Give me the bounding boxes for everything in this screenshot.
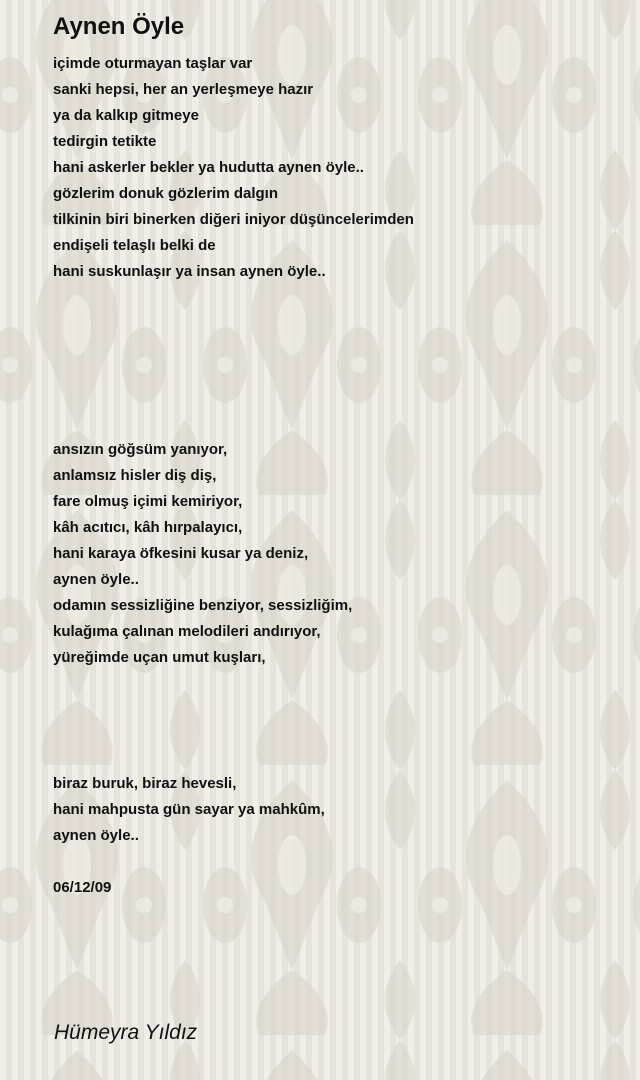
poem-line: tilkinin biri binerken diğeri iniyor düşüncelerimden bbox=[53, 211, 414, 228]
poem-line: fare olmuş içimi kemiriyor, bbox=[53, 493, 243, 510]
poem-line: kâh acıtıcı, kâh hırpalayıcı, bbox=[53, 519, 243, 536]
poem-author: Hümeyra Yıldız bbox=[54, 1021, 198, 1044]
poem-line: endişeli telaşlı belki de bbox=[53, 237, 216, 254]
stanza-3 bbox=[53, 771, 325, 849]
poem-line: biraz buruk, biraz hevesli, bbox=[53, 775, 237, 792]
poem-date: 06/12/09 bbox=[53, 879, 112, 896]
poem-line: ya da kalkıp gitmeye bbox=[53, 107, 199, 124]
poem-line: aynen öyle.. bbox=[53, 571, 139, 588]
stanza-2 bbox=[53, 437, 352, 671]
poem-line: hani askerler bekler ya hudutta aynen öyle.. bbox=[53, 159, 364, 176]
poem-line: hani suskunlaşır ya insan aynen öyle.. bbox=[53, 263, 326, 280]
poem-line: içimde oturmayan taşlar var bbox=[53, 55, 253, 72]
poem-line: kulağıma çalınan melodileri andırıyor, bbox=[53, 623, 321, 640]
poem-line: tedirgin tetikte bbox=[53, 133, 157, 150]
poem-line: ansızın göğsüm yanıyor, bbox=[53, 441, 228, 458]
poem-title: Aynen Öyle bbox=[53, 13, 185, 40]
poem-line: hani karaya öfkesini kusar ya deniz, bbox=[53, 545, 309, 562]
poem-line: aynen öyle.. bbox=[53, 827, 139, 844]
poem-line: gözlerim donuk gözlerim dalgın bbox=[53, 185, 279, 202]
poem-line: sanki hepsi, her an yerleşmeye hazır bbox=[53, 81, 314, 98]
poem-line: odamın sessizliğine benziyor, sessizliğim, bbox=[53, 597, 353, 614]
stanza-1 bbox=[53, 51, 414, 285]
poem-line: hani mahpusta gün sayar ya mahkûm, bbox=[53, 801, 325, 818]
poem-line: yüreğimde uçan umut kuşları, bbox=[53, 649, 266, 666]
poem-line: anlamsız hisler diş diş, bbox=[53, 467, 217, 484]
